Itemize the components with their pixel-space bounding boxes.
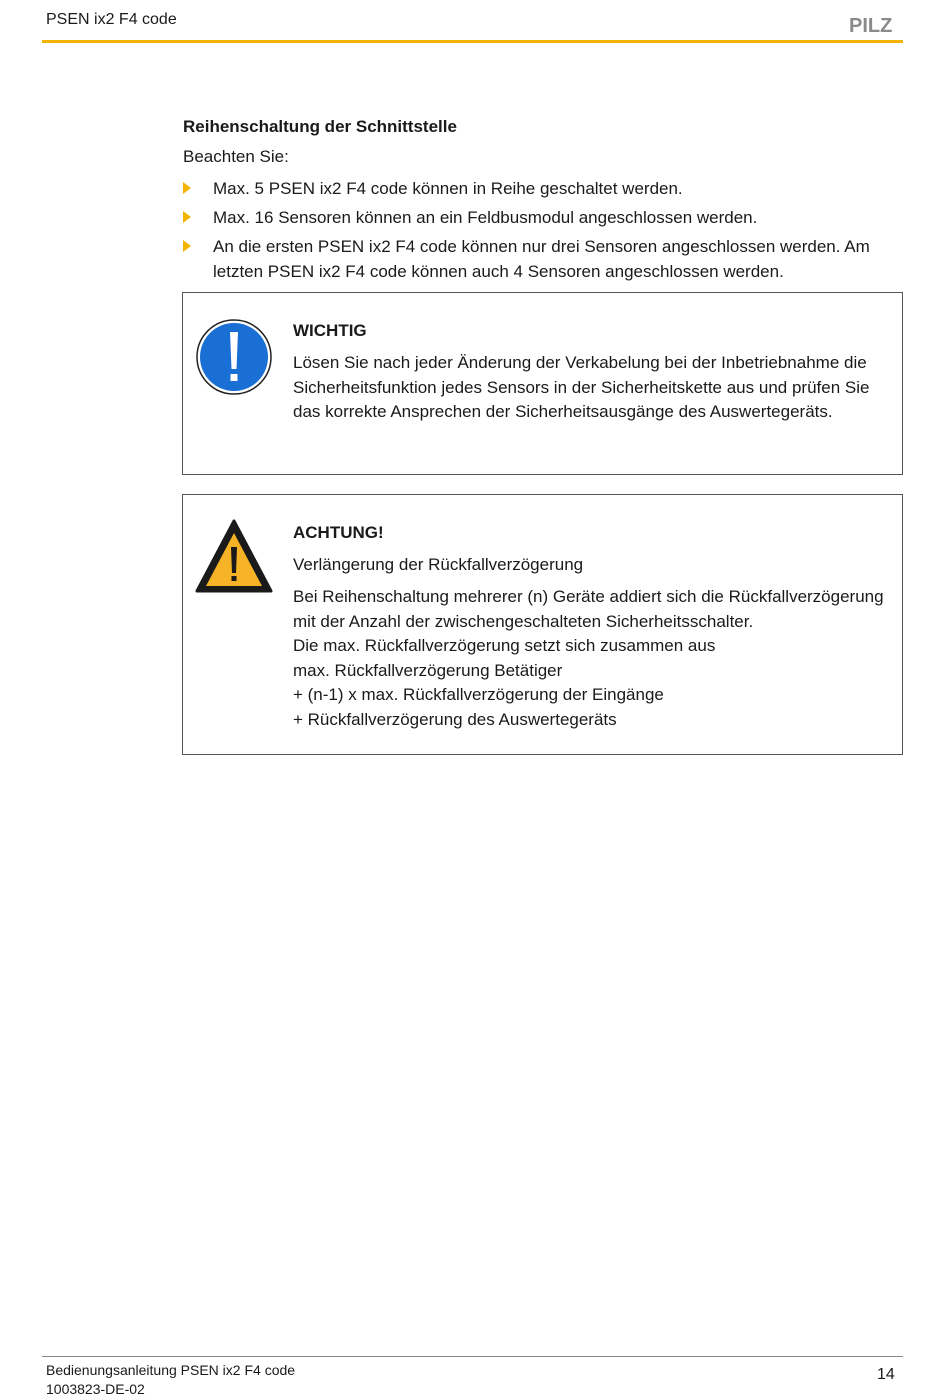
bullet-arrow-icon xyxy=(183,211,191,223)
caution-heading: ACHTUNG! xyxy=(293,523,384,542)
page-header-title: PSEN ix2 F4 code xyxy=(46,11,177,28)
caution-line: Die max. Rückfallverzögerung setzt sich zusammen aus xyxy=(293,636,716,655)
list-item-text: Max. 5 PSEN ix2 F4 code können in Reihe geschaltet werden. xyxy=(213,179,683,198)
section-intro: Beachten Sie: xyxy=(183,147,289,166)
bullet-list xyxy=(183,176,905,288)
list-item xyxy=(183,205,905,230)
list-item-text: Max. 16 Sensoren können an ein Feldbusmodul angeschlossen werden. xyxy=(213,208,758,227)
notice-heading: WICHTIG xyxy=(293,321,367,340)
warning-triangle-icon xyxy=(195,519,273,595)
caution-line: + (n-1) x max. Rückfallverzögerung der Eingänge xyxy=(293,685,664,704)
footer-doc-number: 1003823-DE-02 xyxy=(46,1381,145,1397)
caution-line: max. Rückfallverzögerung Betätiger xyxy=(293,660,563,680)
list-item xyxy=(183,176,905,201)
caution-subheading: Verlängerung der Rückfallverzögerung xyxy=(293,555,584,574)
list-item xyxy=(183,234,905,284)
notice-text: Lösen Sie nach jeder Änderung der Verkabelung bei der Inbetriebnahme die Sicherheitsfunktion jedes Sensors in der Sicherheitskette aus und prüfen Sie das korrekte Ansprechen der Sicherheitsausgänge des Auswertegeräts. xyxy=(293,353,870,421)
important-notice-box xyxy=(182,292,903,475)
bullet-arrow-icon xyxy=(183,240,191,252)
svg-text:PILZ: PILZ xyxy=(849,15,893,36)
pilz-logo xyxy=(849,12,902,36)
bullet-arrow-icon xyxy=(183,182,191,194)
footer-divider xyxy=(42,1356,903,1357)
caution-line: + Rückfallverzögerung des Auswertegeräts xyxy=(293,709,617,729)
header-divider xyxy=(42,40,903,43)
notice-content xyxy=(293,319,894,425)
footer-doc-title: Bedienungsanleitung PSEN ix2 F4 code xyxy=(46,1362,296,1378)
info-exclamation-icon xyxy=(195,318,273,396)
caution-line: Bei Reihenschaltung mehrerer (n) Geräte addiert sich die Rückfallverzögerung mit der Anzahl der zwischengeschalteten Sicherheitsschalter. xyxy=(293,587,884,631)
list-item-text: An die ersten PSEN ix2 F4 code können nur drei Sensoren angeschlossen werden. Am letzten PSEN ix2 F4 code können auch 4 Sensoren angeschlossen werden. xyxy=(213,237,870,281)
section-title: Reihenschaltung der Schnittstelle xyxy=(183,117,457,136)
page-number: 14 xyxy=(877,1366,895,1383)
caution-content xyxy=(293,521,894,732)
caution-notice-box xyxy=(182,494,903,755)
